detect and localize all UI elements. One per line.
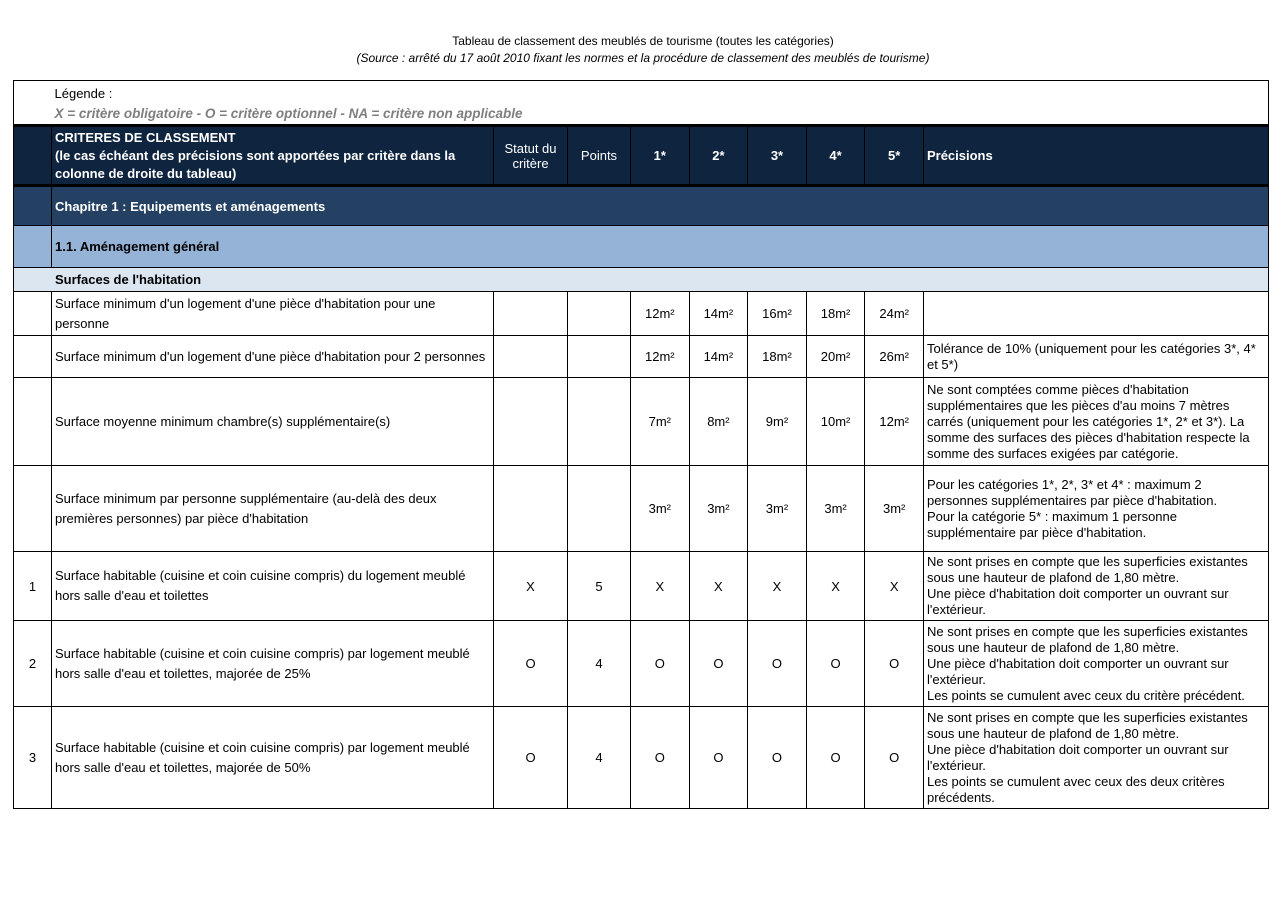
row-status: X [494, 552, 568, 621]
row-status [494, 292, 568, 336]
table-row [14, 621, 1269, 707]
chapter-num [14, 186, 52, 226]
header-star-3: 3* [748, 126, 807, 186]
row-star-2: 14m² [689, 292, 748, 336]
row-star-2: O [689, 621, 748, 707]
row-star-2: 8m² [689, 378, 748, 466]
row-star-4: 3m² [806, 466, 865, 552]
row-star-4: X [806, 552, 865, 621]
section-title: 1.1. Aménagement général [52, 226, 1269, 268]
row-star-1: 12m² [631, 336, 690, 378]
row-points [568, 292, 631, 336]
row-star-3: 9m² [748, 378, 807, 466]
row-status: O [494, 621, 568, 707]
section-row [14, 226, 1269, 268]
row-points: 5 [568, 552, 631, 621]
table-row [14, 707, 1269, 809]
legend-row [14, 81, 1269, 126]
row-criterion: Surface minimum d'un logement d'une pièce d'habitation pour 2 personnes [52, 336, 494, 378]
row-points [568, 336, 631, 378]
precision-line: Ne sont prises en compte que les superficies existantes sous une hauteur de plafond de 1,80 mètre. [926, 623, 1248, 655]
precision-line: Une pièce d'habitation doit comporter un ouvrant sur l'extérieur. [926, 655, 1229, 687]
row-status [494, 378, 568, 466]
header-status: Statut du critère [494, 126, 568, 186]
table-row [14, 552, 1269, 621]
chapter-title: Chapitre 1 : Equipements et aménagements [52, 186, 1269, 226]
row-star-4: 18m² [806, 292, 865, 336]
row-star-1: O [631, 707, 690, 809]
precision-line: Une pièce d'habitation doit comporter un ouvrant sur l'extérieur. [926, 586, 1229, 617]
row-star-3: X [748, 552, 807, 621]
row-star-1: X [631, 552, 690, 621]
row-star-5: 24m² [865, 292, 924, 336]
row-points [568, 466, 631, 552]
header-criteria [52, 126, 494, 186]
precision-line: Tolérance de 10% (uniquement pour les catégories 3*, 4* et 5*) [926, 340, 1256, 372]
row-star-3: 18m² [748, 336, 807, 378]
row-num: 2 [14, 621, 52, 707]
row-star-4: O [806, 621, 865, 707]
row-points [568, 378, 631, 466]
row-star-3: O [748, 621, 807, 707]
row-precisions [923, 707, 1268, 809]
document-title: Tableau de classement des meublés de tourisme (toutes les catégories) [452, 34, 834, 48]
row-status [494, 336, 568, 378]
row-criterion: Surface minimum par personne supplémentaire (au-delà des deux premières personnes) par pièce d'habitation [52, 466, 494, 552]
row-status: O [494, 707, 568, 809]
legend [52, 81, 1269, 126]
row-star-5: O [865, 621, 924, 707]
legend-text: X = critère obligatoire - O = critère optionnel - NA = critère non applicable [54, 106, 523, 121]
row-criterion: Surface minimum d'un logement d'une pièce d'habitation pour une personne [52, 292, 494, 336]
row-num [14, 378, 52, 466]
header-star-5: 5* [865, 126, 924, 186]
header-criteria-note: (le cas échéant des précisions sont apportées par critère dans la colonne de droite du tableau) [55, 147, 456, 181]
section-num [14, 226, 52, 268]
row-star-2: 14m² [689, 336, 748, 378]
row-star-3: 16m² [748, 292, 807, 336]
row-star-4: 20m² [806, 336, 865, 378]
header-row [14, 126, 1269, 186]
row-precisions [923, 621, 1268, 707]
precision-line: Pour la catégorie 5* : maximum 1 personne supplémentaire par pièce d'habitation. [926, 508, 1177, 540]
row-num: 3 [14, 707, 52, 809]
table-row [14, 378, 1269, 466]
row-criterion: Surface habitable (cuisine et coin cuisine compris) du logement meublé hors salle d'eau et toilettes [52, 552, 494, 621]
row-points: 4 [568, 621, 631, 707]
subsection-title: Surfaces de l'habitation [14, 268, 1269, 292]
row-criterion: Surface habitable (cuisine et coin cuisine compris) par logement meublé hors salle d'eau et toilettes, majorée de 50% [52, 707, 494, 809]
row-star-4: O [806, 707, 865, 809]
row-num: 1 [14, 552, 52, 621]
legend-label: Légende : [54, 86, 113, 101]
header-star-4: 4* [806, 126, 865, 186]
row-star-2: O [689, 707, 748, 809]
row-star-2: X [689, 552, 748, 621]
row-precisions [923, 552, 1268, 621]
row-star-4: 10m² [806, 378, 865, 466]
document-subtitle: (Source : arrêté du 17 août 2010 fixant les normes et la procédure de classement des meublés de tourisme) [356, 51, 930, 65]
row-star-5: X [865, 552, 924, 621]
table-row [14, 292, 1269, 336]
legend-spacer [14, 81, 52, 126]
row-criterion: Surface moyenne minimum chambre(s) supplémentaire(s) [52, 378, 494, 466]
classification-table [13, 80, 1269, 809]
header-star-2: 2* [689, 126, 748, 186]
row-star-5: 12m² [865, 378, 924, 466]
header-star-1: 1* [631, 126, 690, 186]
precision-line: Une pièce d'habitation doit comporter un ouvrant sur l'extérieur. [926, 741, 1229, 773]
header-precisions: Précisions [923, 126, 1268, 186]
precision-line: Ne sont prises en compte que les superficies existantes sous une hauteur de plafond de 1,80 mètre. [926, 554, 1248, 585]
row-precisions [923, 378, 1268, 466]
row-star-5: 26m² [865, 336, 924, 378]
row-num [14, 466, 52, 552]
row-star-1: 12m² [631, 292, 690, 336]
precision-line: Ne sont comptées comme pièces d'habitation supplémentaires que les pièces d'au moins 7 mètres carrés (uniquement pour les catégories 1*, 2* et 3*). La somme des surfaces des pièces d'habitation respecte la somme des surfaces exigées par catégorie. [926, 381, 1250, 461]
row-precisions [923, 336, 1268, 378]
header-num [14, 126, 52, 186]
precision-line: Les points se cumulent avec ceux du critère précédent. [926, 687, 1245, 703]
row-precisions [923, 466, 1268, 552]
row-star-1: 7m² [631, 378, 690, 466]
row-criterion: Surface habitable (cuisine et coin cuisine compris) par logement meublé hors salle d'eau et toilettes, majorée de 25% [52, 621, 494, 707]
row-precisions [923, 292, 1268, 336]
precision-line: Les points se cumulent avec ceux des deux critères précédents. [926, 773, 1225, 805]
row-num [14, 336, 52, 378]
subsection-row [14, 268, 1269, 292]
header-criteria-title: CRITERES DE CLASSEMENT [55, 129, 236, 145]
chapter-row [14, 186, 1269, 226]
table-row [14, 336, 1269, 378]
table-row [14, 466, 1269, 552]
header-points: Points [568, 126, 631, 186]
row-num [14, 292, 52, 336]
row-points: 4 [568, 707, 631, 809]
row-star-1: 3m² [631, 466, 690, 552]
row-star-3: O [748, 707, 807, 809]
row-star-2: 3m² [689, 466, 748, 552]
row-status [494, 466, 568, 552]
row-star-3: 3m² [748, 466, 807, 552]
precision-line: Ne sont prises en compte que les superficies existantes sous une hauteur de plafond de 1,80 mètre. [926, 709, 1248, 741]
precision-line: Pour les catégories 1*, 2*, 3* et 4* : maximum 2 personnes supplémentaires par pièce d'habitation. [926, 476, 1218, 508]
row-star-5: O [865, 707, 924, 809]
row-star-1: O [631, 621, 690, 707]
row-star-5: 3m² [865, 466, 924, 552]
